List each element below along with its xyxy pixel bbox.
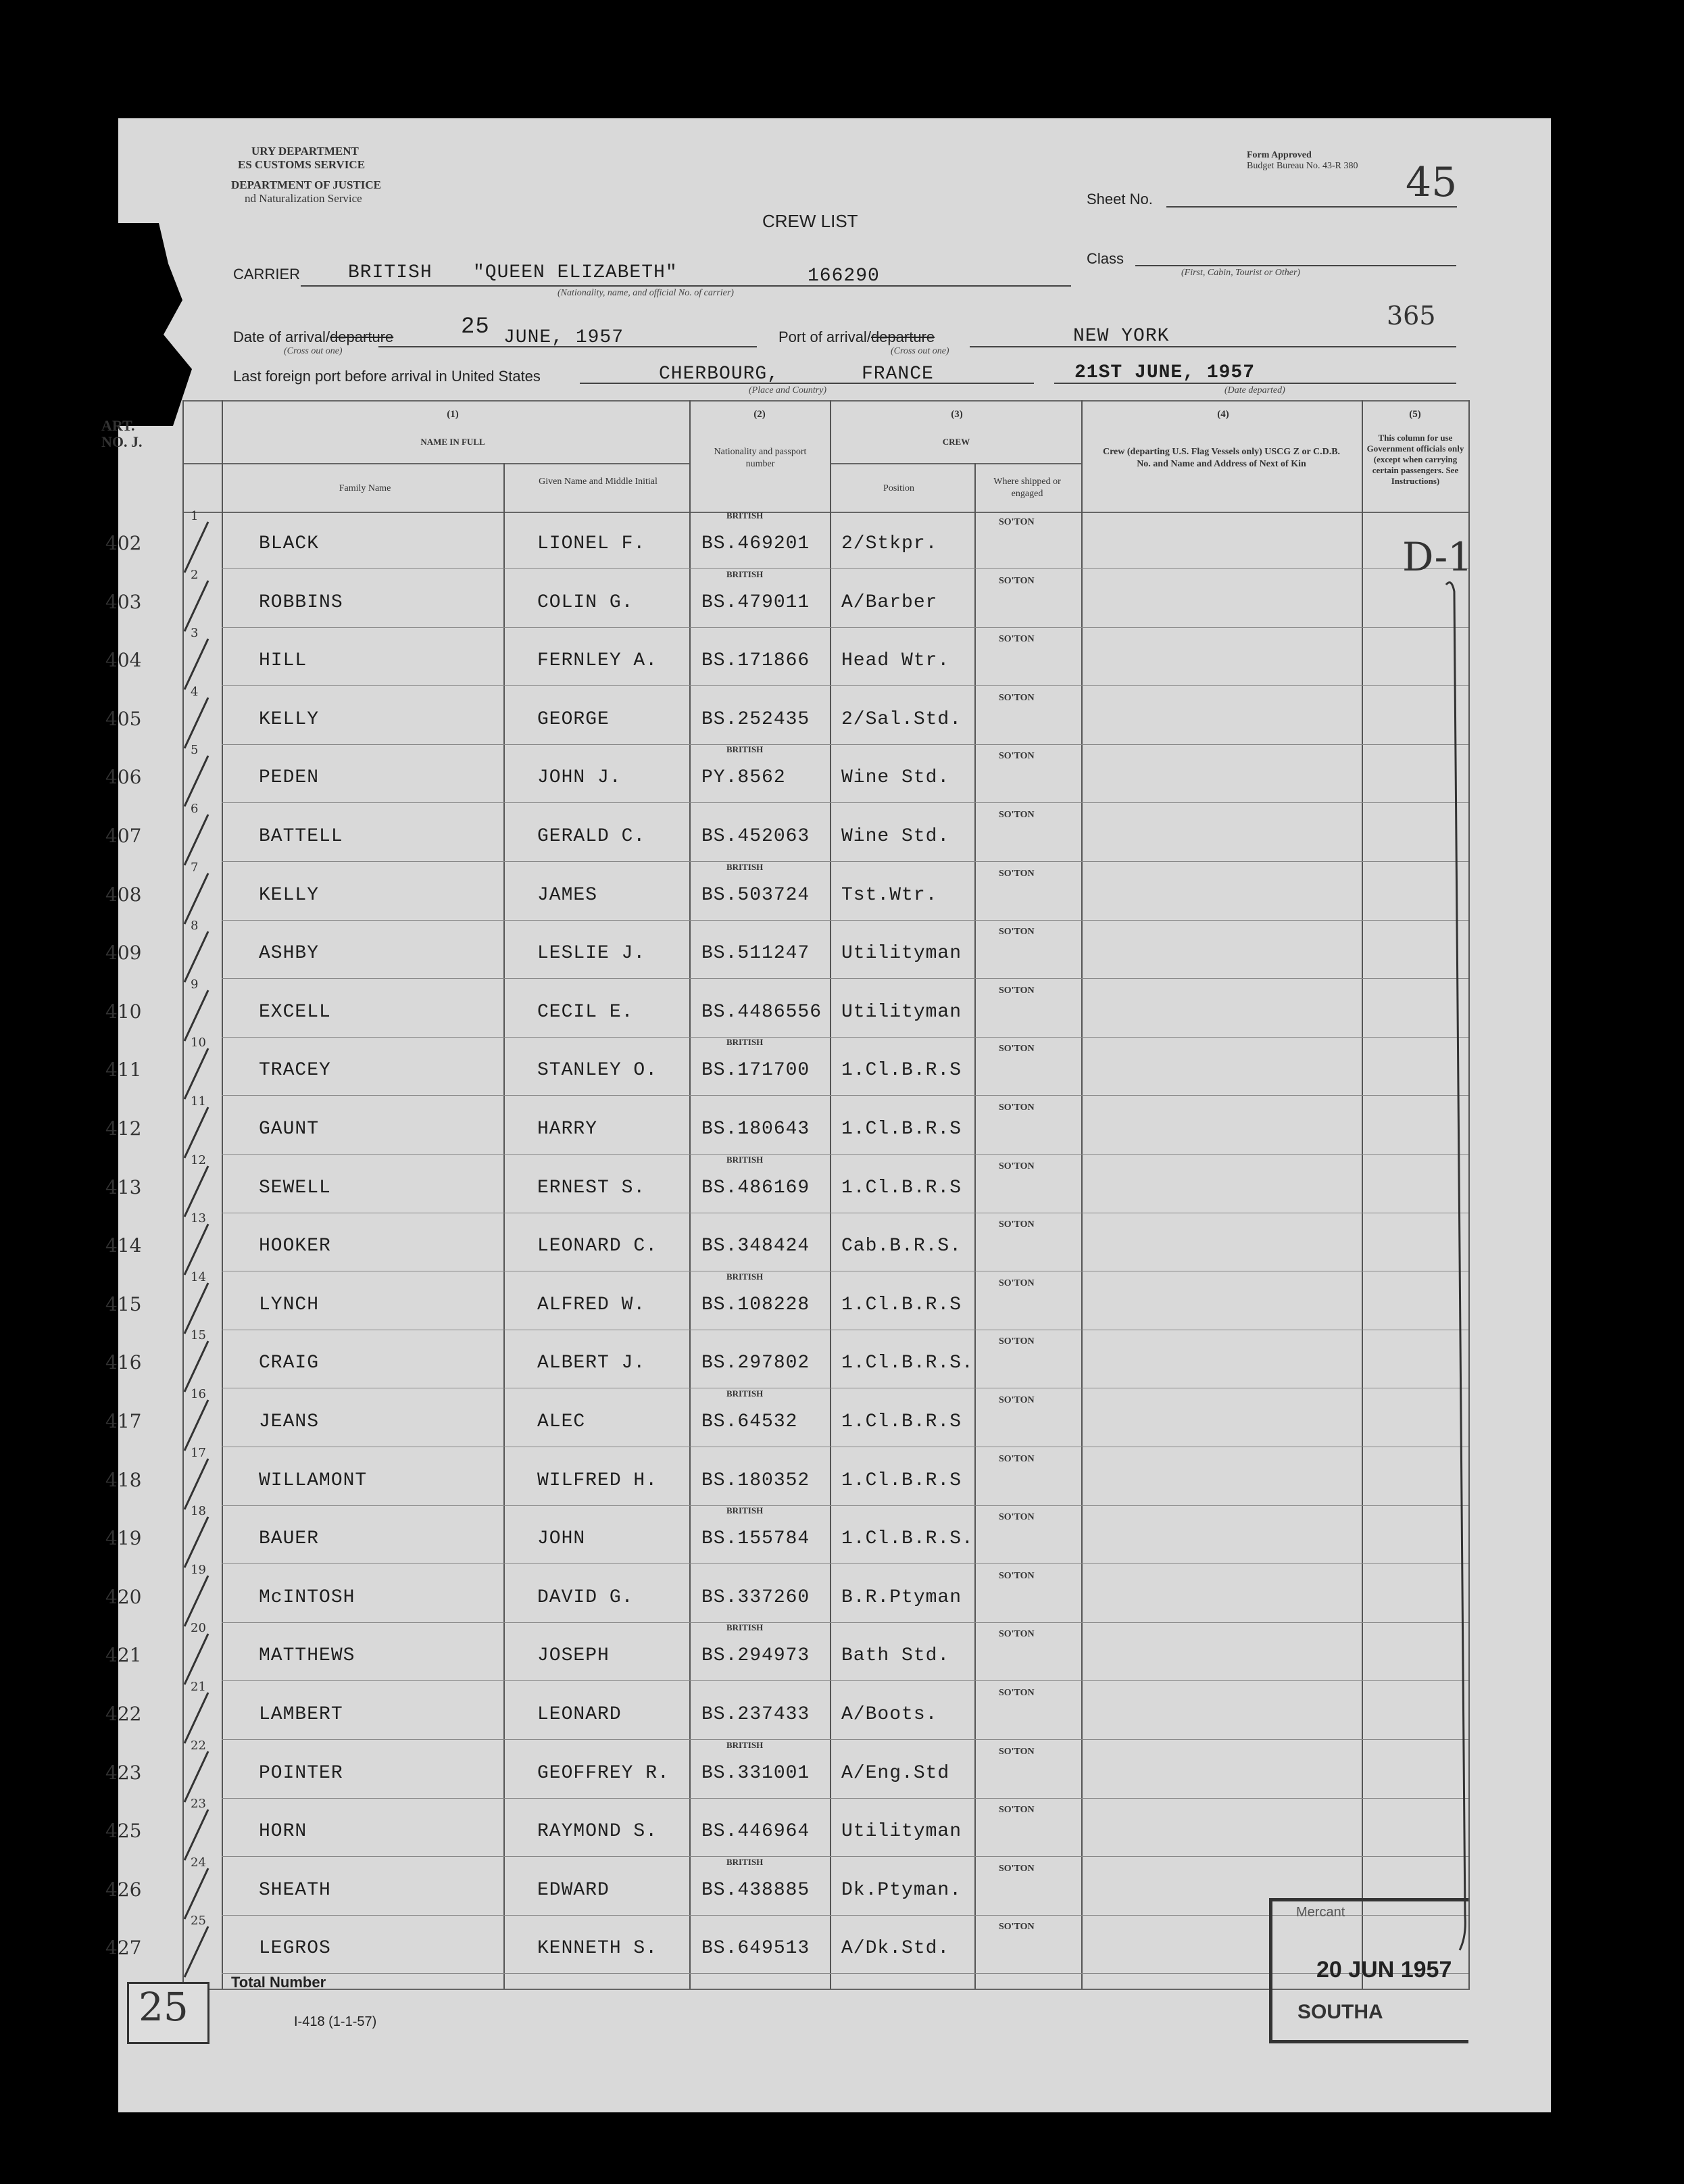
- line-number: 10: [191, 1036, 206, 1050]
- total-number-value: 25: [139, 1984, 189, 2030]
- given-name: GERALD C.: [537, 826, 646, 847]
- family-name: LYNCH: [259, 1294, 320, 1315]
- family-name: HILL: [259, 650, 307, 672]
- col-header-art: ART. NO. J.: [101, 417, 143, 450]
- art-number: 418: [105, 1468, 142, 1491]
- passport-number: BS.4486556: [701, 1001, 822, 1023]
- crew-position: A/Eng.Std: [841, 1762, 950, 1784]
- port-cross-caption: (Cross out one): [891, 346, 949, 356]
- date-departed-caption: (Date departed): [1224, 385, 1285, 395]
- given-name: STANLEY O.: [537, 1060, 658, 1082]
- row-divider: [222, 1739, 1468, 1740]
- agency-line-4: nd Naturalization Service: [245, 192, 362, 205]
- row-divider: [222, 744, 1468, 745]
- passport-number: BS.237433: [701, 1704, 810, 1725]
- where-shipped: SO'TON: [999, 1395, 1035, 1405]
- line-number: 23: [191, 1797, 206, 1812]
- where-shipped: SO'TON: [999, 1336, 1035, 1347]
- sheet-label: Sheet No.: [1087, 191, 1153, 208]
- passport-number: BS.180352: [701, 1470, 810, 1491]
- carrier-official-no: 166290: [808, 266, 880, 287]
- date-label: Date of arrival/departure: [233, 329, 394, 345]
- art-number: 409: [105, 942, 142, 965]
- check-stroke: [181, 1923, 228, 1984]
- table-row: [0, 1562, 1684, 1624]
- where-shipped: SO'TON: [999, 517, 1035, 527]
- given-name: WILFRED H.: [537, 1470, 658, 1491]
- line-number: 20: [191, 1621, 206, 1636]
- crew-position: 1.Cl.B.R.S.: [841, 1353, 974, 1374]
- nationality: BRITISH: [726, 861, 764, 872]
- table-row: [0, 1152, 1684, 1214]
- art-number: 421: [105, 1644, 142, 1667]
- art-number: 413: [105, 1175, 142, 1198]
- line-number: 6: [191, 802, 199, 816]
- line-number: 18: [191, 1504, 206, 1519]
- passport-number: BS.155784: [701, 1528, 810, 1550]
- class-caption: (First, Cabin, Tourist or Other): [1181, 268, 1301, 278]
- passport-number: BS.180643: [701, 1119, 810, 1140]
- page-number: 365: [1387, 301, 1436, 331]
- art-number: 415: [105, 1292, 142, 1315]
- annotation-d-mark: D-1: [1402, 534, 1473, 580]
- col-header-4: (4): [1217, 409, 1229, 420]
- nationality: BRITISH: [726, 744, 764, 755]
- sheet-number: 45: [1406, 159, 1458, 206]
- art-number: 411: [105, 1059, 142, 1082]
- form-number: I-418 (1-1-57): [294, 2014, 377, 2029]
- crew-position: 2/Stkpr.: [841, 533, 938, 554]
- line-number: 4: [191, 684, 199, 699]
- line-number: 25: [191, 1914, 206, 1928]
- table-row: [0, 1038, 1684, 1096]
- row-divider: [222, 1563, 1468, 1564]
- line-number: 9: [191, 977, 199, 992]
- table-row: [0, 860, 1684, 921]
- passport-number: BS.171700: [701, 1060, 810, 1082]
- given-name: ALBERT J.: [537, 1353, 646, 1374]
- where-shipped: SO'TON: [999, 1102, 1035, 1113]
- line-number: 3: [191, 626, 199, 641]
- line-number: 12: [191, 1152, 206, 1167]
- passport-number: BS.337260: [701, 1586, 810, 1608]
- row-divider: [222, 627, 1468, 628]
- col-header-where-shipped: Where shipped or engaged: [993, 477, 1061, 499]
- date-departed-underline: [1054, 383, 1456, 384]
- family-name: HORN: [259, 1821, 307, 1843]
- table-top-border: [182, 400, 1470, 402]
- crew-position: Utilityman: [841, 1821, 962, 1843]
- last-port-label: Last foreign port before arrival in United States: [233, 368, 541, 385]
- table-row: [0, 626, 1684, 687]
- col-header-name-in-full: NAME IN FULL: [420, 437, 485, 447]
- passport-number: BS.469201: [701, 533, 810, 554]
- crew-position: Utilityman: [841, 943, 962, 965]
- where-shipped: SO'TON: [999, 751, 1035, 762]
- annotation-bracket: [1439, 578, 1480, 1957]
- passport-number: BS.452063: [701, 826, 810, 847]
- family-name: CRAIG: [259, 1353, 320, 1374]
- family-name: WILLAMONT: [259, 1470, 368, 1491]
- family-name: BLACK: [259, 533, 320, 554]
- table-row: [0, 1328, 1684, 1389]
- where-shipped: SO'TON: [999, 1746, 1035, 1757]
- col-header-1: (1): [447, 409, 459, 420]
- where-shipped: SO'TON: [999, 1863, 1035, 1874]
- line-number: 11: [191, 1094, 206, 1109]
- art-number: 402: [105, 532, 142, 554]
- table-row: [0, 1269, 1684, 1331]
- row-divider: [222, 1856, 1468, 1857]
- art-number: 412: [105, 1117, 142, 1140]
- where-shipped: SO'TON: [999, 927, 1035, 938]
- passport-number: BS.252435: [701, 708, 810, 730]
- family-name: BAUER: [259, 1528, 320, 1550]
- crew-position: 1.Cl.B.R.S: [841, 1470, 962, 1491]
- given-name: JOSEPH: [537, 1645, 610, 1667]
- col-header-crew-departing: Crew (departing U.S. Flag Vessels only) USCG Z or C.D.B. No. and Name and Address of Next of Kin: [1102, 447, 1341, 469]
- given-name: DAVID G.: [537, 1586, 634, 1608]
- class-underline: [1135, 265, 1456, 266]
- table-row: [0, 1094, 1684, 1155]
- where-shipped: SO'TON: [999, 1453, 1035, 1464]
- family-name: TRACEY: [259, 1060, 331, 1082]
- crew-position: Bath Std.: [841, 1645, 950, 1667]
- nationality: BRITISH: [726, 568, 764, 579]
- crew-position: B.R.Ptyman: [841, 1586, 962, 1608]
- table-row: [0, 1504, 1684, 1565]
- col-header-crew: CREW: [942, 437, 970, 447]
- crew-position: Dk.Ptyman.: [841, 1879, 962, 1901]
- art-number: 410: [105, 1000, 142, 1023]
- row-divider: [222, 802, 1468, 803]
- col-header-given-name: Given Name and Middle Initial: [539, 477, 658, 487]
- crew-position: 2/Sal.Std.: [841, 708, 962, 730]
- agency-line-2: ES CUSTOMS SERVICE: [238, 158, 366, 171]
- date-underline: [378, 346, 757, 347]
- nationality: BRITISH: [726, 1037, 764, 1048]
- table-row: [0, 743, 1684, 804]
- where-shipped: SO'TON: [999, 985, 1035, 996]
- nationality: BRITISH: [726, 1622, 764, 1633]
- passport-number: BS.331001: [701, 1762, 810, 1784]
- where-shipped: SO'TON: [999, 1629, 1035, 1640]
- art-number: 406: [105, 766, 142, 789]
- line-number: 13: [191, 1211, 206, 1226]
- passport-number: BS.108228: [701, 1294, 810, 1315]
- art-number: 426: [105, 1878, 142, 1901]
- family-name: SEWELL: [259, 1177, 331, 1198]
- sheet-underline: [1166, 206, 1457, 208]
- line-number: 22: [191, 1738, 206, 1753]
- passport-number: BS.297802: [701, 1353, 810, 1374]
- where-shipped: SO'TON: [999, 1044, 1035, 1054]
- art-number: 423: [105, 1761, 142, 1784]
- given-name: LESLIE J.: [537, 943, 646, 965]
- family-name: POINTER: [259, 1762, 343, 1784]
- art-number: 422: [105, 1703, 142, 1725]
- row-divider: [222, 1680, 1468, 1681]
- col-header-3: (3): [951, 409, 963, 420]
- row-divider: [222, 861, 1468, 862]
- given-name: CECIL E.: [537, 1001, 634, 1023]
- family-name: KELLY: [259, 884, 320, 906]
- line-number: 14: [191, 1269, 206, 1284]
- given-name: JOHN J.: [537, 767, 622, 789]
- family-name: ROBBINS: [259, 591, 343, 613]
- date-cross-caption: (Cross out one): [284, 346, 343, 356]
- passport-number: BS.649513: [701, 1938, 810, 1960]
- where-shipped: SO'TON: [999, 1688, 1035, 1698]
- given-name: EDWARD: [537, 1879, 610, 1901]
- nationality: BRITISH: [726, 1856, 764, 1867]
- crew-subheader-line: [830, 463, 1081, 464]
- crew-position: 1.Cl.B.R.S: [841, 1119, 962, 1140]
- crew-position: A/Dk.Std.: [841, 1938, 950, 1960]
- where-shipped: SO'TON: [999, 1161, 1035, 1171]
- family-name: EXCELL: [259, 1001, 331, 1023]
- given-name: COLIN G.: [537, 591, 634, 613]
- given-name: GEORGE: [537, 708, 610, 730]
- crew-position: Tst.Wtr.: [841, 884, 938, 906]
- crew-position: A/Boots.: [841, 1704, 938, 1725]
- col-header-govt: This column for use Government officials only (except when carrying certain passengers. See Instructions): [1366, 433, 1464, 486]
- class-label: Class: [1087, 250, 1124, 267]
- given-name: LEONARD: [537, 1704, 622, 1725]
- line-number: 7: [191, 860, 199, 875]
- where-shipped: SO'TON: [999, 692, 1035, 703]
- stamp-place: SOUTHA: [1297, 2001, 1383, 2023]
- crew-position: Utilityman: [841, 1001, 962, 1023]
- passport-number: BS.438885: [701, 1879, 810, 1901]
- family-name: LEGROS: [259, 1938, 331, 1960]
- table-row: [0, 684, 1684, 746]
- table-row: [0, 1445, 1684, 1507]
- table-row: [0, 1738, 1684, 1799]
- where-shipped: SO'TON: [999, 1512, 1035, 1523]
- art-number: 405: [105, 707, 142, 730]
- given-name: LEONARD C.: [537, 1236, 658, 1257]
- family-name: ASHBY: [259, 943, 320, 965]
- art-number: 416: [105, 1351, 142, 1374]
- given-name: ERNEST S.: [537, 1177, 646, 1198]
- crew-position: 1.Cl.B.R.S.: [841, 1528, 974, 1550]
- date-day: 25: [461, 314, 490, 340]
- col-header-5: (5): [1409, 409, 1421, 420]
- where-shipped: SO'TON: [999, 575, 1035, 586]
- crew-position: 1.Cl.B.R.S: [841, 1177, 962, 1198]
- row-divider: [222, 920, 1468, 921]
- carrier-nationality: BRITISH: [348, 262, 432, 283]
- agency-line-1: URY DEPARTMENT: [251, 145, 359, 157]
- family-name: JEANS: [259, 1411, 320, 1432]
- passport-number: BS.479011: [701, 591, 810, 613]
- family-name: KELLY: [259, 708, 320, 730]
- total-number-label: Total Number: [231, 1974, 326, 1991]
- line-number: 15: [191, 1328, 206, 1343]
- line-number: 8: [191, 919, 199, 933]
- col-header-nationality: Nationality and passport number: [714, 447, 807, 469]
- art-number: 425: [105, 1820, 142, 1843]
- port-underline: [970, 346, 1456, 347]
- given-name: FERNLEY A.: [537, 650, 658, 672]
- port-label: Port of arrival/departure: [778, 329, 935, 345]
- date-value: JUNE, 1957: [503, 327, 624, 348]
- table-row: [0, 921, 1684, 979]
- crew-position: 1.Cl.B.R.S: [841, 1411, 962, 1432]
- art-number: 427: [105, 1937, 142, 1960]
- where-shipped: SO'TON: [999, 1570, 1035, 1581]
- given-name: HARRY: [537, 1119, 598, 1140]
- passport-number: BS.348424: [701, 1236, 810, 1257]
- last-port-country: FRANCE: [862, 364, 934, 385]
- document-title: CREW LIST: [762, 211, 858, 231]
- date-departed: 21ST JUNE, 1957: [1074, 362, 1256, 383]
- where-shipped: SO'TON: [999, 810, 1035, 820]
- crew-position: 1.Cl.B.R.S: [841, 1294, 962, 1315]
- art-number: 404: [105, 649, 142, 672]
- nationality: BRITISH: [726, 1154, 764, 1165]
- last-port-value: CHERBOURG,: [659, 364, 780, 385]
- given-name: ALFRED W.: [537, 1294, 646, 1315]
- given-name: KENNETH S.: [537, 1938, 658, 1960]
- last-port-underline: [580, 383, 1034, 384]
- form-approved: Form Approved: [1247, 150, 1312, 160]
- table-row: [0, 977, 1684, 1038]
- nationality: BRITISH: [726, 1388, 764, 1399]
- art-number: 417: [105, 1410, 142, 1432]
- crew-position: Wine Std.: [841, 826, 950, 847]
- row-divider: [222, 568, 1468, 569]
- col-header-family-name: Family Name: [339, 483, 391, 493]
- crew-position: 1.Cl.B.R.S: [841, 1060, 962, 1082]
- passport-number: BS.511247: [701, 943, 810, 965]
- given-name: JOHN: [537, 1528, 586, 1550]
- where-shipped: SO'TON: [999, 634, 1035, 645]
- stamp-date: 20 JUN 1957: [1316, 1957, 1452, 1983]
- nationality: BRITISH: [726, 510, 764, 520]
- passport-number: BS.486169: [701, 1177, 810, 1198]
- nationality: BRITISH: [726, 1739, 764, 1750]
- passport-number: BS.64532: [701, 1411, 798, 1432]
- art-number: 408: [105, 883, 142, 906]
- carrier-underline: [301, 285, 1071, 287]
- given-name: GEOFFREY R.: [537, 1762, 670, 1784]
- given-name: RAYMOND S.: [537, 1821, 658, 1843]
- nationality: BRITISH: [726, 1505, 764, 1516]
- row-divider: [222, 1798, 1468, 1799]
- line-number: 19: [191, 1562, 206, 1577]
- family-name: McINTOSH: [259, 1586, 355, 1608]
- col-header-position: Position: [883, 483, 914, 493]
- passport-number: PY.8562: [701, 767, 786, 789]
- carrier-label: CARRIER: [233, 266, 301, 283]
- row-divider: [222, 1037, 1468, 1038]
- carrier-name: "QUEEN ELIZABETH": [473, 262, 678, 283]
- line-number: 5: [191, 743, 199, 758]
- line-number: 24: [191, 1855, 206, 1870]
- port-value: NEW YORK: [1073, 326, 1170, 347]
- family-name: SHEATH: [259, 1879, 331, 1901]
- crew-position: Wine Std.: [841, 767, 950, 789]
- last-port-caption: (Place and Country): [749, 385, 827, 395]
- nationality: BRITISH: [726, 1271, 764, 1282]
- table-row: [0, 1682, 1684, 1741]
- art-number: 407: [105, 825, 142, 847]
- passport-number: BS.503724: [701, 884, 810, 906]
- passport-number: BS.171866: [701, 650, 810, 672]
- family-name: LAMBERT: [259, 1704, 343, 1725]
- where-shipped: SO'TON: [999, 1805, 1035, 1816]
- given-name: LIONEL F.: [537, 533, 646, 554]
- table-row: [0, 1799, 1684, 1858]
- crew-position: Cab.B.R.S.: [841, 1236, 962, 1257]
- where-shipped: SO'TON: [999, 1922, 1035, 1933]
- col-header-2: (2): [753, 409, 766, 420]
- crew-position: Head Wtr.: [841, 650, 950, 672]
- table-row: [0, 1211, 1684, 1272]
- line-number: 17: [191, 1445, 206, 1460]
- stamp-top-text: Mercant: [1296, 1905, 1345, 1920]
- given-name: JAMES: [537, 884, 598, 906]
- family-name: MATTHEWS: [259, 1645, 355, 1667]
- art-number: 414: [105, 1234, 142, 1257]
- row-divider: [222, 978, 1468, 979]
- line-number: 1: [191, 509, 199, 523]
- line-number: 2: [191, 567, 199, 582]
- family-name: PEDEN: [259, 767, 320, 789]
- where-shipped: SO'TON: [999, 868, 1035, 879]
- family-name: HOOKER: [259, 1236, 331, 1257]
- where-shipped: SO'TON: [999, 1219, 1035, 1230]
- table-row: [0, 804, 1684, 863]
- table-row: [0, 1387, 1684, 1448]
- row-divider: [222, 1505, 1468, 1506]
- name-subheader-line: [182, 463, 689, 464]
- row-divider: [222, 1095, 1468, 1096]
- crew-position: A/Barber: [841, 591, 938, 613]
- row-divider: [222, 1622, 1468, 1623]
- where-shipped: SO'TON: [999, 1278, 1035, 1288]
- family-name: GAUNT: [259, 1119, 320, 1140]
- table-row: [0, 1621, 1684, 1682]
- agency-line-3: DEPARTMENT OF JUSTICE: [231, 178, 382, 191]
- family-name: BATTELL: [259, 826, 343, 847]
- carrier-caption: (Nationality, name, and official No. of carrier): [558, 288, 734, 298]
- art-number: 420: [105, 1585, 142, 1608]
- art-number: 419: [105, 1527, 142, 1550]
- passport-number: BS.294973: [701, 1645, 810, 1667]
- line-number: 21: [191, 1680, 206, 1694]
- budget-bureau: Budget Bureau No. 43-R 380: [1247, 161, 1358, 171]
- row-divider: [222, 1154, 1468, 1155]
- row-divider: [222, 685, 1468, 686]
- passport-number: BS.446964: [701, 1821, 810, 1843]
- line-number: 16: [191, 1387, 206, 1401]
- art-number: 403: [105, 590, 142, 613]
- given-name: ALEC: [537, 1411, 586, 1432]
